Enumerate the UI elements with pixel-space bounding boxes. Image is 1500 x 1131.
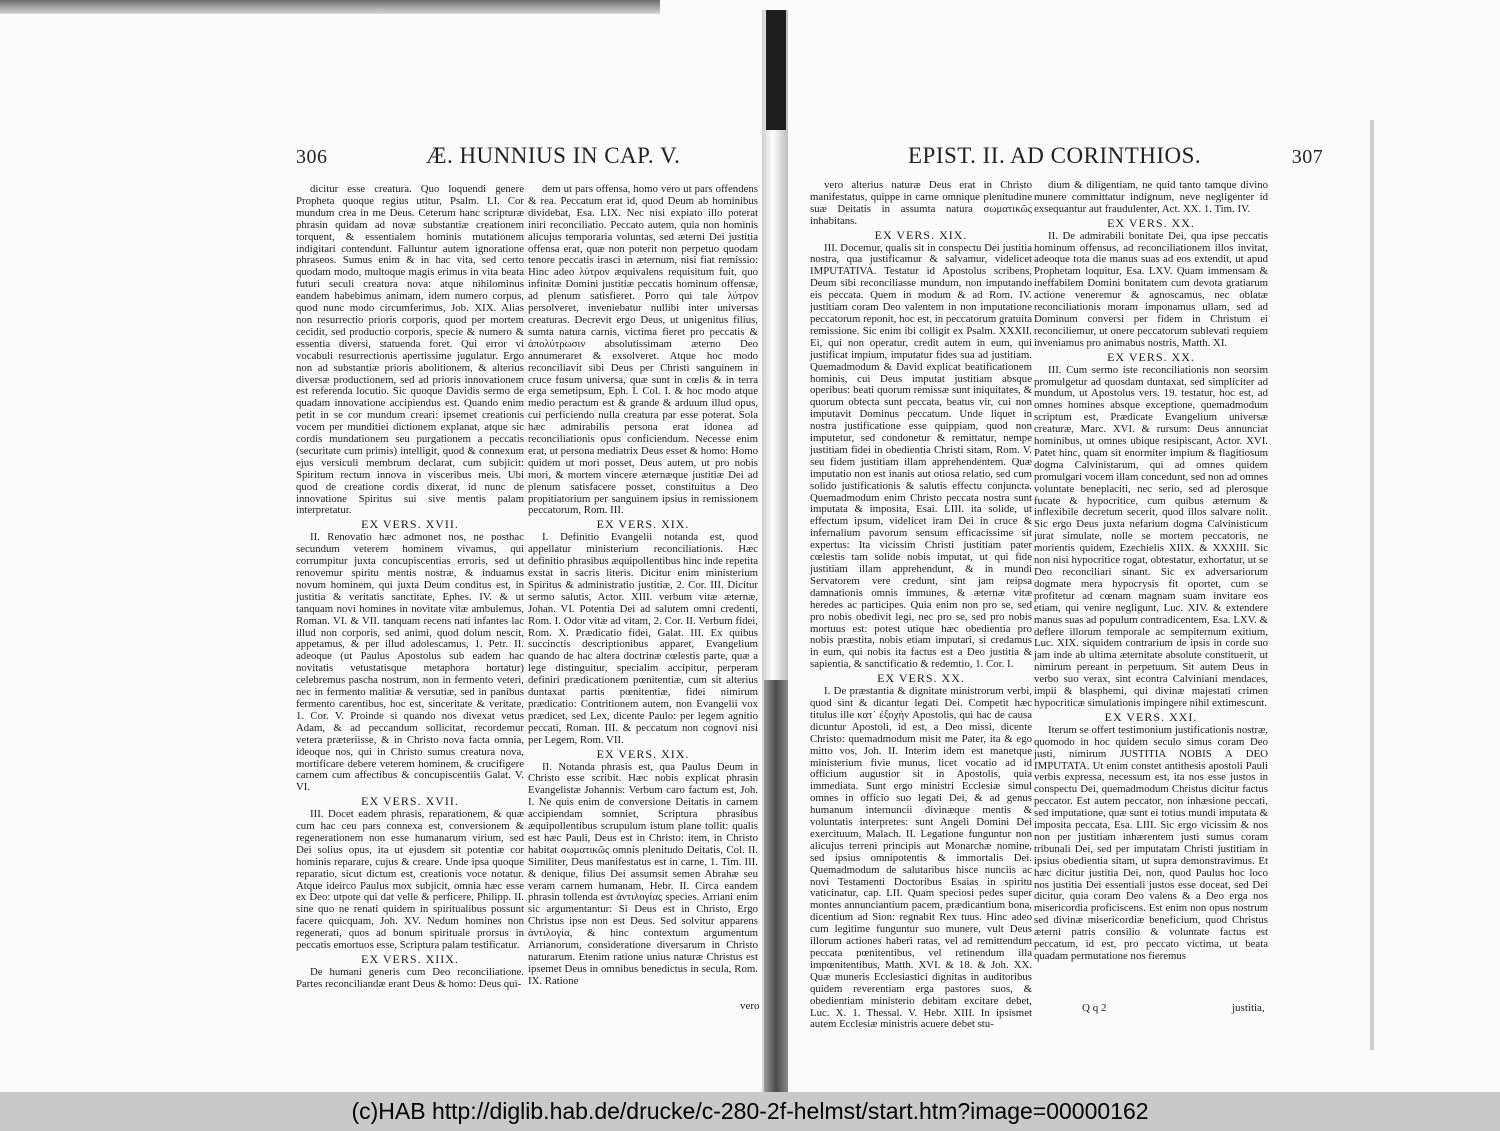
left-running-title: Æ. HUNNIUS IN CAP. V. bbox=[426, 143, 681, 168]
right-catchword: justitia, bbox=[1232, 1002, 1265, 1014]
paragraph: III. Docet eadem phrasis, reparationem, & quæ cum hac ceu pars connexa est, conversionem & regenerationem non esse humanarum virium, sed Dei solius opus, ita ut ejusdem sit potentiæ cor hominis reparare, cujus & creare. Unde ipsa quoque reparatio, sicut dictum est, creationis voce notatur. Atque ideirco Paulus mox subjicit, omnia hæc esse ex Deo: utpote qui dat velle & perficere, Philipp. II. sine quo ne renati quidem in spiritualibus possunt facere quicquam, Joh. XV. Nedum homines non regenerati, quos ad bonum spirituale prorsus in peccatis emortuos esse, Scriptura palam testificatur. bbox=[296, 808, 524, 952]
section-heading: EX VERS. XIX. bbox=[874, 227, 968, 242]
section-heading: EX VERS. XIIX. bbox=[361, 952, 459, 966]
section-heading: EX VERS. XX. bbox=[1107, 215, 1195, 230]
paragraph: III. Cum sermo iste reconciliationis non seorsim promulgetur ad quosdam duntaxat, sed simpliciter ad mundum, ut Apostolus vers. 19. testatur, hoc est, ad omnes homines absque exceptione, quemadmodum scriptum est, Prædicate Evangelium universæ creaturæ, Marc. XVI. & rursum: Deus annunciat hominibus, ut omnes ubique resipiscant, Actor. XVI. Patet hinc, quam sit enormiter impium & flagitiosum dogma Calvinistarum, qui ad omnes quidem promulgari vocem illam concedunt, sed non ad omnes voluntate beneplaciti, nec serio, sed ad plerosque fucate & hypocritice, cum quibus æternum & inflexibile decretum secerit, quod illos salvare nolit. Sic ergo Deus juxta nefarium dogma Calvinisticum jurat simulate, nolle se mortem peccatoris, ne morientis quidem, Ezechielis XIIX. & XXXIII. Sic non nisi hypocritice rogat, obtestatur, exhortatur, ut se Deo reconciliari sinant. Sic ex adversariorum dogmate mera hypocrysis fit oportet, cum se profitetur ad cœnam magnam suam invitare eos etiam, qui venire negligunt, Luc. XIV. & extendere manus suas ad populum contradicentem, Esa. LXV. & deflere illorum temporale ac sempiternum exitium, Luc. XIX. siquidem contrarium de ipsis in corde suo jam inde ab ultima æternitate absolute constituerit, ut nimirum pereant in perpetuum. Sit autem Deus in verbo suo verax, sint econtra Calviniani mendaces, impii & blasphemi, qui divinæ majestati crimen hypocriticæ simulationis impingere nihil extimescunt. bbox=[1034, 363, 1268, 709]
paragraph: II. De admirabili bonitate Dei, qua ipse peccatis hominum offensus, ad reconciliationem illos invitat, adeoque tota die manus suas ad eos extendit, ut apud Prophetam loquitur, Esa. LXV. Quam immensam & ineffabilem Domini bonitatem cum devota gratiarum actione veneremur & agnoscamus, nec oblatæ reconciliationis moram imponamus ullam, sed ad Dominum conversi per fidem in Christum ei reconciliemur, ut onere peccatorum sublevati requiem inveniamus pro animabus nostris, Matth. XI. bbox=[1034, 229, 1268, 349]
right-page-number: 307 bbox=[1291, 146, 1324, 168]
section-heading: EX VERS. XX. bbox=[1107, 349, 1195, 364]
scan-edge-shadow bbox=[0, 0, 660, 14]
right-column-1 bbox=[810, 179, 1032, 1031]
gutter-clamp-top bbox=[766, 10, 786, 130]
paragraph: De humani generis cum Deo reconciliatione. Partes reconciliandæ erant Deus & homo: Deus qui- bbox=[296, 965, 524, 990]
paragraph: dem ut pars offensa, homo vero ut pars offendens & rea. Peccatum erat id, quod Deum ab hominibus dividebat, Esa. LIX. Nec nisi expiato illo poterat iniri reconciliatio. Peccato autem, quia non hominis alicujus temporaria voluntas, sed æterni Dei justitia offensa erat, quæ non poterit non perpetuo quodam tenore peccatis irasci in æternum, nisi fiat remissio: Hinc adeo λύτρον æquivalens requisitum fuit, quo infinitæ Domini justitiæ peccatis hominum offensæ, ad plenum satisfieret. Porro qui tale λύτρον persolveret, inveniebatur nullibi inter universas creaturas. Decrevit ergo Deus, ut unigenitus filius, sumta natura carnis, victima fieret pro peccatis & ἀπολύτρωσιν absolutissimam æterno Deo annumeraret & exsolveret. Atque hoc modo reconciliavit sibi Deus per Christi sanguinem in cruce fusum universa, quæ sunt in cœlis & in terra erga semetipsum, Eph. I. Col. I. & hoc modo atque medio peractum est & grande & arduum illud opus, cui perficiendo nulla creatura par esse poterat. Sola hæc admirabilis persona erat idonea ad reconciliationis opus conficiendum. Necesse enim erat, ut persona mediatrix Deus esset & homo: Homo quidem ut mori posset, Deus autem, ut pro nobis mori, & mortem vincere æternæque justitiæ Dei ad plenum satisfacere posset, constituitus a Deo propitiatorium per sanguinem ipsius in remissionem peccatorum, Rom. III. bbox=[528, 183, 758, 517]
paragraph: Iterum se offert testimonium justificationis nostræ, quomodo in hoc quidem seculo simus coram Deo justi, nimirum JUSTITIA NOBIS A DEO IMPUTATA. Ut enim constet antithesis apostoli Pauli verbis expressa, necessum est, ita nos esse justos in conspectu Dei, quemadmodum Christus dicitur factus peccator. Est autem peccator, non inhæsione peccati, sed imputatione, quæ sunt ei totius mundi imputata & imposita peccata, Esa. LIII. Sic ergo vicissim & nos non per justitiam inhærentem justi sumus coram tribunali Dei, sed per imputatam Christi justitiam in ipsius obedientia sitam, ut supra demonstravimus. Et hæc dicitur justitia Dei, non, quod Paulus hoc loco nos justitia Dei essentiali justos esse doceat, sed Dei dicitur, quia coram Deo valens & a Deo erga nos misericordia proficiscens. Est enim non opus nostrum sed divinæ misericordiæ beneficium, quod Christus æterni patris consilio & voluntate factus est peccatum, id est, pro peccato victima, ut beata quadam permutatione nos fieremus bbox=[1034, 723, 1268, 962]
section-heading: EX VERS. XVII. bbox=[361, 794, 459, 809]
paragraph: dium & diligentiam, ne quid tanto tamque divino munere committatur indignum, neve negligenter id exsequantur aut fraudulenter, Act. XX. 1. Tim. IV. bbox=[1034, 179, 1268, 215]
left-column-2 bbox=[528, 184, 758, 992]
section-heading: EX VERS. XIX. bbox=[596, 517, 690, 532]
paragraph: III. Docemur, qualis sit in conspectu Dei justitia nostra, qua justificamur & salvamur, videlicet IMPUTATIVA. Testatur id Apostolus scribens, Deum sibi reconciliasse mundum, non imputando eis peccata. Quem in modum & ad Rom. IV. justitiam coram Deo valentem in non imputatione peccatorum reponit, hoc est, in peccatorum gratuita remissione. Sic enim ibi colligit ex Psalm. XXXII. Ei, qui non operatur, credit autem in eum, qui justificat impium, imputatur fides sua ad justitiam. Quemadmodum & David explicat beatificationem hominis, cui Deus imputat justitiam absque operibus: beati quorum remissæ sunt iniquitates, & quorum obtecta sunt peccata, beatus vir, cui non imputavit Dominus peccatum. Unde liquet in nostra justificatione esse quippiam, quod non imputetur, sed condonetur & remittatur, nempe justitiam fidei in obedientia Christi sitam, Rom. V. seu fidem justitiam illam apprehendentem. Quæ imputatio non est inanis aut otiosa relatio, sed cum solido justificationis & salutis effectu conjuncta. Quemadmodum enim Christo peccata nostra sunt imputata & imposita, Esai. LIII. ita solide, ut effectum ipsum, videlicet iram Dei in cruce & infernalium pavorum sensum efficacissime sit expertus: Ita vicissim Christi justitiam pater cœlestis tam solide nobis imputat, ut qui fide justitiam illam apprehendunt, & in mundi Servatorem vere credunt, sint jam reipsa damnationis omnis immunes, & æternæ vitæ heredes ac participes. Quia enim non pro se, sed pro nobis obedivit legi, nec pro se, sed pro nobis mortuus est: potest utique hæc obedientia pro nobis præstita, nobis etiam imputari, si credamus in eum, qui nobis ita factus est a Deo justitia & sapientia, & sanctificatio & redemtio, 1. Cor. I. bbox=[810, 241, 1032, 671]
section-heading: EX VERS. XXI. bbox=[1104, 709, 1198, 724]
signature-mark: Q q 2 bbox=[1082, 1002, 1107, 1014]
paragraph: II. Renovatio hæc admonet nos, ne posthac secundum veterem hominem vivamus, qui corrumpitur juxta concupiscentias erroris, sed ut renovemur spiritu mentis nostræ, & induamus novum hominem, qui juxta Deum conditus est, in justitia & veritatis sanctitate, Ephes. IV. & ut tanquam novi homines in novitate vitæ ambulemus, Roman. VI. & VII. tanquam recens nati infantes lac illud non corporis, sed animi, quod dolum nescit, appetamus, & per illud adolescamus, 1. Petr. II. adeoque (ut Paulus Apostolus sub eadem hac novitatis vetustatisque metaphora hortatur) celebremus pascha nostrum, non in fermento veteri, nec in fermento malitiæ & versutiæ, sed in panibus fermento carentibus, hoc est, sinceritate & veritate, 1. Cor. V. Proinde si quando nos divexat vetus Adam, & ad peccandum sollicitat, recordemur vetera præteriisse, & in Christo nova facta omnia, ideoque nos, qui in Christo sumus creatura nova, mortificare debere veterem hominem, & crucifigere carnem cum affectibus & concupiscentiis Galat. V. VI. bbox=[296, 531, 524, 794]
paragraph: I. De præstantia & dignitate ministrorum verbi, quod sint & dicantur legati Dei. Competit hæc titulus ille κατ᾽ ἐξοχὴν Apostolis, qui hac de causa dicuntur Apostoli, id est, a Deo missi, dicente Christo: quemadmodum misit me Pater, ita & ego mitto vos, Joh. II. Interim idem est manetque ministerium fivie munus, licet vocatio ad id officium augustior sit in Apostolis, quia immediata. Sunt ergo ministri Ecclesiæ simul omnes in officio suo legati Dei, & ad genus humanum internuncii divinæque mentis & voluntatis interpretes: sunt Angeli Domini Dei exercituum, Malach. II. Legatione funguntur non alicujus terreni principis aut Monarchæ nomine, sed ipsius omnipotentis & immortalis Dei. Quemadmodum de salutaribus hisce nunciis ac novi Testamenti Doctoribus Esaias in spiritu vaticinatur, cap. LII. Quam speciosi pedes super montes annunciantium pacem, prædicantium bona, dicentium ad Sion: regnabit Rex tuus. Hinc adeo cum legitime funguntur suo munere, vult Deus illorum actiones haberi ratas, vel ad remittendum peccata pœnitentibus, vel retinendum illa impœnitentibus, Matth. XVI. & 18. & Joh. XX. Quæ muneris Ecclesiastici dignitas in auditoribus quidem reverentiam erga pastores suos, & obedientiam ministerio debitam excitare debet, Luc. X. 1. Thessal. V. Hebr. XIII. In ipsismet autem Ecclesiæ ministris acuere debet stu- bbox=[810, 685, 1032, 1031]
paragraph: II. Notanda phrasis est, qua Paulus Deum in Christo esse scribit. Hæc nobis explicat phrasin Evangelistæ Johannis: Verbum caro factum est, Joh. I. Ne quis enim de conversione Deitatis in carnem accipiendam somniet, Scriptura phrasibus æquipollentibus scrupulum istum plane tollit: qualis est hæc Pauli, Deus est in Christo: item, in Christo habitat σωματικῶς omnis plenitudo Deitatis, Col. II. Similiter, Deus manifestatus est in carne, 1. Tim. III. & denique, filius Dei assumsit semen Abrahæ seu veram carnem humanam, Hebr. II. Circa eandem phrasin tollenda est ἀντιλογίας species. Arriani enim sic argumentantur: Si Deus est in Christo, Ergo Christus ipse non est Deus. Sed solvitur apparens ἀντιλογία, & hinc contextum argumentum Arrianorum, consideratione diversarum in Christo naturarum. Etenim ratione unius naturæ Christus est ipsemet Deus in omnibus benedictus in secula, Rom. IX. Ratione bbox=[528, 760, 758, 987]
paragraph: vero alterius naturæ Deus erat in Christo manifestatus, quippe in carne omnique plenitudine suæ Deitatis in assumta natura σωματικῶς inhabitans. bbox=[810, 179, 1032, 227]
section-heading: EX VERS. XIX. bbox=[596, 746, 690, 761]
right-page-header bbox=[908, 143, 1323, 169]
right-column-2 bbox=[1034, 180, 1268, 985]
page-edge bbox=[1370, 120, 1374, 1050]
section-heading: EX VERS. XX. bbox=[877, 671, 965, 686]
right-running-title: EPIST. II. AD CORINTHIOS. bbox=[908, 143, 1202, 168]
paragraph: dicitur esse creatura. Quo loquendi genere Propheta quoque regius utitur, Psalm. LI. Cor mundum crea in me Deus. Ceterum hanc scripturæ phrasin quidam ad novæ substantiæ creationem torquent, & essentialem hominis mutationem indigitari contendunt. Falluntur autem ignoratione phraseos. Sumus enim & in hac vita, sed certo quodam modo, multoque magis erimus in vita beata futuri seculi creatura nova: atque nihilominus eandem habebimus animam, idem numero corpus, quod nunc modo circumferimus, Job. XIX. Alias non resurrectio prioris corporis, quod per mortem cecidit, sed productio corporis, specie & numero & essentia diversi, statuenda foret. Qui error vi vocabuli resurrectionis apertissime jugulatur. Ergo non ad substantiæ prioris abolitionem, & alterius diversæ productionem, sed ad prioris innovationem est referenda locutio. Sic quoque Davidis sermo de quadam innovatione accipiendus est. Quando enim petit in se cor mundum creari: ipsemet creationis vocem per munditiei dictionem explanat, atque sic cordis mundationem seu purgationem a peccatis (securitate cum primis) intelligit, quod & connexum ejus versiculi membrum declarat, cum subjicit: Spiritum rectum innova in visceribus meis. Ubi quod de creatione cordis dixerat, id nunc de innovatione Spiritus sui sive mentis palam interpretatur. bbox=[296, 183, 524, 517]
footer-credit: (c)HAB http://diglib.hab.de/drucke/c-280-2f-helmst/start.htm?image=00000162 bbox=[351, 1098, 1149, 1124]
paragraph: I. Definitio Evangelii notanda est, quod appellatur ministerium reconciliationis. Hæc definitio phrasibus æquipollentibus hinc inde repetita exstat in sacris literis. Dicitur enim ministerium Spiritus & administratio justitiæ, 2. Cor. III. Dicitur sermo salutis, Actor. XIII. verbum vitæ æternæ, Johan. VI. Potentia Dei ad salutem omni credenti, Rom. I. Odor vitæ ad vitam, 2. Cor. II. Verbum fidei, Rom. X. Prædicatio fidei, Galat. III. Ex quibus succinctis descriptionibus apparet, Evangelium quando de hac altera doctrinæ cœlestis parte, quæ a lege distinguitur, specialim accipitur, perperam definiri prædicationem pœnitentiæ, cum sit alterius duntaxat partis pœnitentiæ, fidei nimirum prædicatio: Contritionem autem, non Evangelii vox prædicet, sed Lex, dicente Paulo: per legem agnitio peccati, Roman. III. & peccatum non cognovi nisi per Legem, Rom. VII. bbox=[528, 531, 758, 746]
left-column-1 bbox=[296, 183, 524, 990]
section-heading: EX VERS. XVII. bbox=[361, 517, 459, 532]
gutter-clamp-bottom bbox=[764, 680, 788, 1092]
left-catchword: vero bbox=[740, 1000, 760, 1012]
left-page-number: 306 bbox=[296, 146, 328, 168]
left-page-header bbox=[296, 143, 680, 169]
